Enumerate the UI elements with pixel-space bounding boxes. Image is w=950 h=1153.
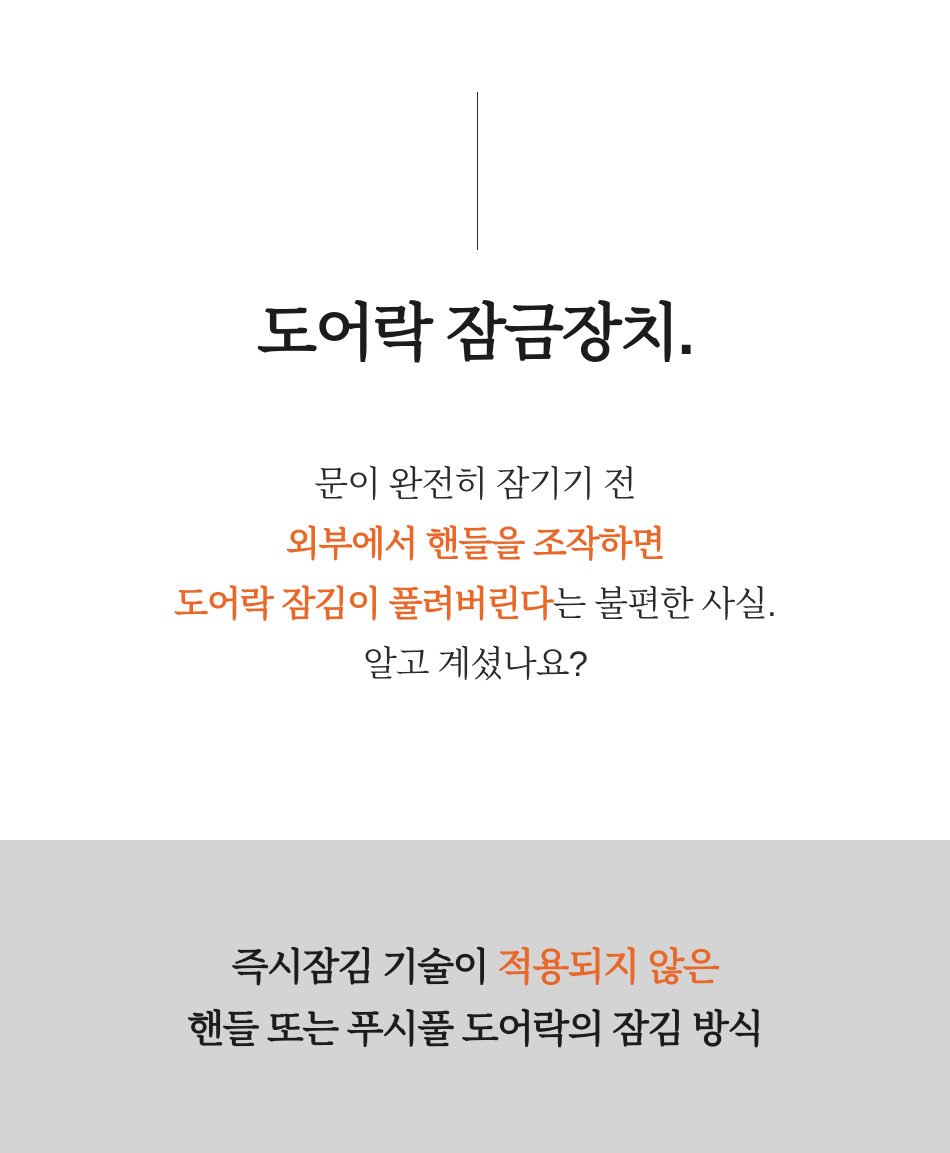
- subcopy-line-3-rest: 는 불편한 사실.: [552, 585, 776, 625]
- page-title: 도어락 잠금장치.: [257, 299, 693, 368]
- highlight-band: [0, 840, 950, 1153]
- vertical-divider-icon: [477, 92, 478, 250]
- subcopy-line-4: 알고 계셨나요?: [362, 645, 588, 685]
- band-line-2: 핸들 또는 푸시풀 도어락의 잠김 방식: [187, 1008, 763, 1051]
- subcopy-line-1: 문이 완전히 잠기기 전: [314, 464, 636, 504]
- band-line-1-accent: 적용되지 않은: [497, 947, 719, 989]
- band-text: [187, 938, 762, 1061]
- band-line-1-prefix: 즉시잠김 기술이: [231, 947, 498, 989]
- hero-subcopy: [174, 455, 775, 696]
- subcopy-line-2: 외부에서 핸들을 조작하면: [285, 525, 665, 565]
- band-line-1: [187, 938, 762, 1000]
- subcopy-line-3: [174, 575, 775, 635]
- subcopy-line-3-accent: 도어락 잠김이 풀려버린다: [174, 585, 553, 625]
